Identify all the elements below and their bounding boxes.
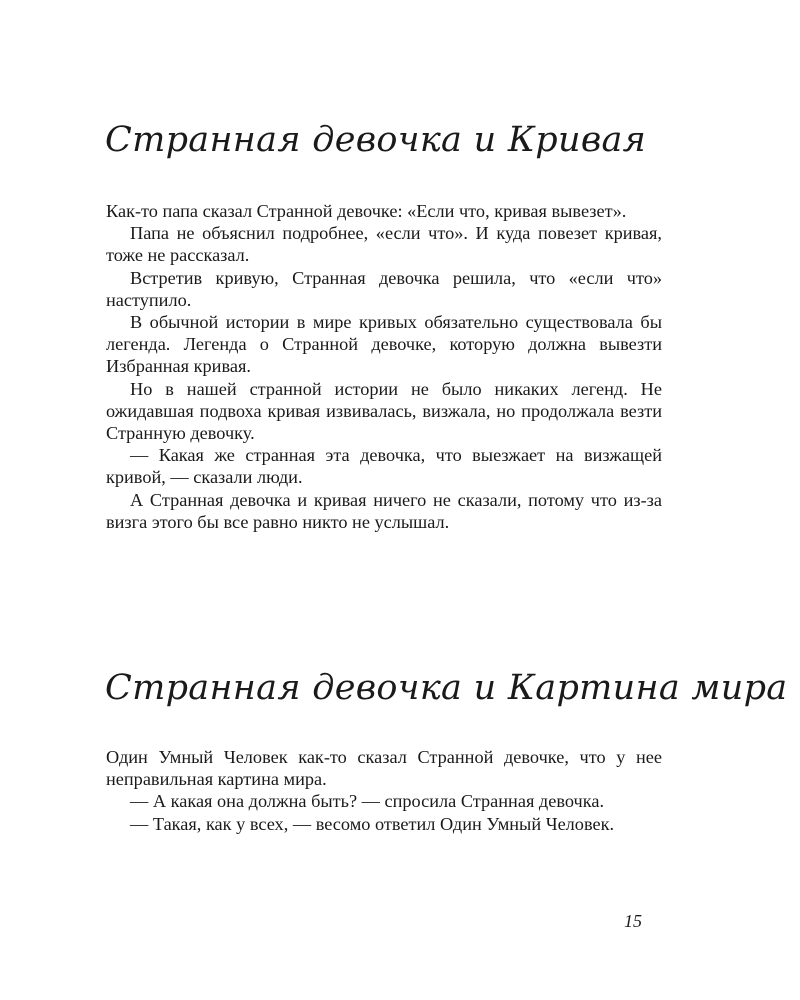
paragraph: В обычной истории в мире кривых обязательно существовала бы легенда. Легенда о Странной девочке, которую должна вывезти Избранная кривая.: [106, 312, 662, 377]
paragraph: Как-то папа сказал Странной девочке: «Если что, кривая вывезет».: [106, 201, 627, 221]
chapter-body-curve: [106, 200, 662, 533]
chapter-title-worldview: Странная девочка и Картина мира: [105, 668, 788, 708]
paragraph: Один Умный Человек как-то сказал Странной девочке, что у нее неправильная картина мира.: [106, 747, 662, 790]
dialogue-paragraph: — Такая, как у всех, — весомо ответил Один Умный Человек.: [130, 813, 615, 834]
dialogue-paragraph: — Какая же странная эта девочка, что выезжает на визжащей кривой, — сказали люди.: [106, 445, 662, 488]
chapter-title-curve: Странная девочка и Кривая: [105, 120, 647, 160]
paragraph: А Странная девочка и кривая ничего не сказали, потому что из-за визга этого бы все равно никто не услышал.: [106, 489, 662, 532]
paragraph: Встретив кривую, Странная девочка решила, что «если что» наступило.: [106, 267, 662, 310]
paragraph: Папа не объяснил подробнее, «если что». И куда повезет кривая, тоже не рассказал.: [106, 223, 662, 266]
paragraph: Но в нашей странной истории не было никаких легенд. Не ожидавшая подвоха кривая извивалась, визжала, но продолжала везти Странную девочку.: [106, 378, 662, 444]
page-number: 15: [624, 911, 642, 931]
dialogue-paragraph: — А какая она должна быть? — спросила Странная девочка.: [130, 791, 605, 812]
chapter-body-worldview: [106, 746, 662, 835]
